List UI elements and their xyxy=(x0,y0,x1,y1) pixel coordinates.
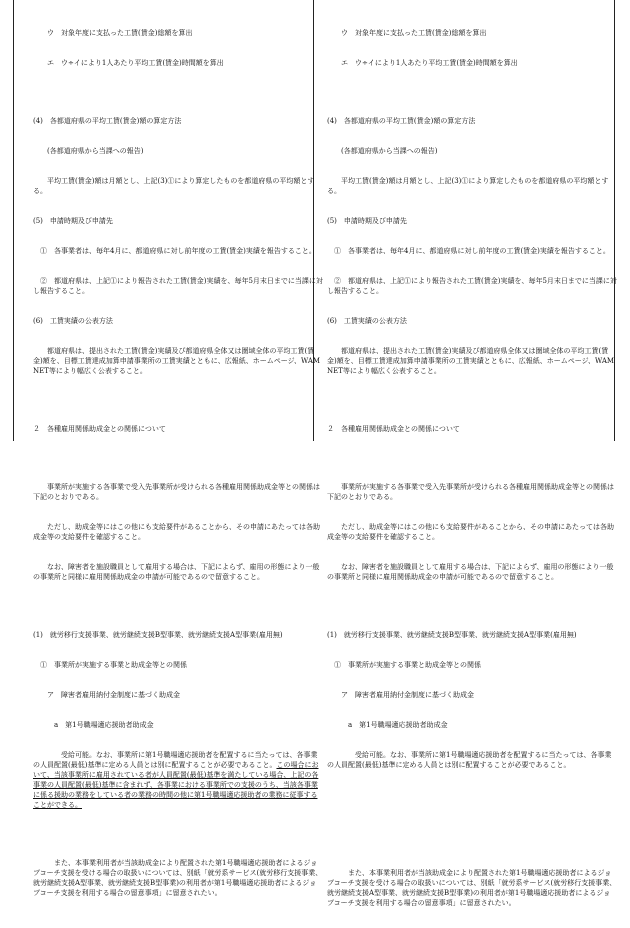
paragraph-1: 事業所が実施する各事業で受入先事業所が受けられる各種雇用関係助成金等との関係は下記のとおりである。 xyxy=(33,483,320,501)
subsection-1-c: a 第1号職場適応援助者助成金 xyxy=(327,721,448,729)
section-4-heading: (4) 各都道府県の平均工賃(賃金)額の算定方法 xyxy=(33,117,182,125)
section-6-heading: (6) 工賃実績の公表方法 xyxy=(327,317,407,325)
section-4-body: 平均工賃(賃金)額は月額とし、上記(3)①により算定したものを都道府県の平均額とする。 xyxy=(33,177,315,195)
section-5-item-2: ② 都道府県は、上記①により報告された工賃(賃金)実績を、毎年5月末日までに当課に対し報告すること。 xyxy=(327,277,617,295)
item-u: ウ 対象年度に支払った工賃(賃金)総額を算出 xyxy=(33,29,193,37)
current-column xyxy=(327,8,617,928)
amended-underlined-text: この場合において、当該事業所に雇用されている者が人員配置(最低)基準を満たしている場合、上記の各事業の人員配置(最低)基準に含まれず、各事業における事業所での支援のうち、当該各事業に係る援助の業務をしている者の業務の時間の他に第1号職場適応援助者の業務に従事することができる。 xyxy=(33,761,319,809)
subsection-1-c: a 第1号職場適応援助者助成金 xyxy=(33,721,154,729)
section-4-heading: (4) 各都道府県の平均工賃(賃金)額の算定方法 xyxy=(327,117,476,125)
paragraph-3: なお、障害者を施設職員として雇用する場合は、下記によらず、雇用の形態により一般の事業所と同様に雇用関係助成金の申請が可能であるので留意すること。 xyxy=(327,563,614,581)
section-5-item-1: ① 各事業者は、毎年4月に、都道府県に対し前年度の工賃(賃金)実績を報告すること。 xyxy=(327,247,610,255)
section-4-body: 平均工賃(賃金)額は月額とし、上記(3)①により算定したものを都道府県の平均額とする。 xyxy=(327,177,609,195)
subsection-1-body xyxy=(33,750,323,810)
section-4-sub: (各都道府県から当課への報告) xyxy=(327,147,438,155)
subsection-1-a: ① 事業所が実施する事業と助成金等との関係 xyxy=(327,661,481,669)
subsection-1-body-text: 受給可能。なお、事業所に第1号職場適応援助者を配置するに当たっては、各事業の人員配置(最低)基準に定める人員とは別に配置することが必要であること。 xyxy=(33,751,318,769)
section-4-sub: (各都道府県から当課への報告) xyxy=(33,147,144,155)
item-e: エ ウ÷イにより1人あたり平均工賃(賃金)時間額を算出 xyxy=(33,59,224,67)
subsection-1-heading: (1) 就労移行支援事業、就労継続支援B型事業、就労継続支援A型事業(雇用無) xyxy=(327,631,577,639)
subsection-1-closing: また、本事業利用者が当該助成金により配置された第1号職場適応援助者によるジョブコーチ支援を受ける場合の取扱いについては、別紙「就労系サービス(就労移行支援事業、就労継続支援A型事業、就労継続支援B型事業)の利用者が第1号職場適応援助者によるジョブコーチ支援を利用する場合の留意事項」に留意されたい。 xyxy=(33,859,323,897)
section-5-heading: (5) 申請時期及び申請先 xyxy=(327,217,407,225)
subsection-1-heading: (1) 就労移行支援事業、就労継続支援B型事業、就労継続支援A型事業(雇用無) xyxy=(33,631,283,639)
item-e: エ ウ÷イにより1人あたり平均工賃(賃金)時間額を算出 xyxy=(327,59,518,67)
chapter-2-heading: ２ 各種雇用関係助成金との関係について xyxy=(327,425,460,433)
section-5-heading: (5) 申請時期及び申請先 xyxy=(33,217,113,225)
section-6-body: 都道府県は、提出された工賃(賃金)実績及び都道府県全体又は圏域全体の平均工賃(賃金)額を、目標工賃達成加算申請事業所の工賃実績とともに、広報紙、ホームページ、WAMNET等により幅広く公表すること。 xyxy=(327,347,615,375)
subsection-1-body: 受給可能。なお、事業所に第1号職場適応援助者を配置するに当たっては、各事業の人員配置(最低)基準に定める人員とは別に配置することが必要であること。 xyxy=(327,751,612,769)
subsection-1-b: ア 障害者雇用納付金制度に基づく助成金 xyxy=(327,691,474,699)
section-5-item-2: ② 都道府県は、上記①により報告された工賃(賃金)実績を、毎年5月末日までに当課に対し報告すること。 xyxy=(33,277,323,295)
section-6-body: 都道府県は、提出された工賃(賃金)実績及び都道府県全体又は圏域全体の平均工賃(賃金)額を、目標工賃達成加算申請事業所の工賃実績とともに、広報紙、ホームページ、WAMNET等により幅広く公表すること。 xyxy=(33,347,321,375)
paragraph-2: ただし、助成金等にはこの他にも支給要件があることから、その申請にあたっては各助成金等の支給要件を確認すること。 xyxy=(327,523,614,541)
paragraph-1: 事業所が実施する各事業で受入先事業所が受けられる各種雇用関係助成金等との関係は下記のとおりである。 xyxy=(327,483,614,501)
section-5-item-1: ① 各事業者は、毎年4月に、都道府県に対し前年度の工賃(賃金)実績を報告すること。 xyxy=(33,247,316,255)
margin-rule-left xyxy=(13,0,14,441)
subsection-1-b: ア 障害者雇用納付金制度に基づく助成金 xyxy=(33,691,180,699)
revised-column xyxy=(33,8,323,918)
subsection-1-closing: また、本事業利用者が当該助成金により配置された第1号職場適応援助者によるジョブコーチ支援を受ける場合の取扱いについては、別紙「就労系サービス(就労移行支援事業、就労継続支援A型事業、就労継続支援B型事業)の利用者が第1号職場適応援助者によるジョブコーチ支援を利用する場合の留意事項」に留意されたい。 xyxy=(327,869,617,907)
section-6-heading: (6) 工賃実績の公表方法 xyxy=(33,317,113,325)
paragraph-2: ただし、助成金等にはこの他にも支給要件があることから、その申請にあたっては各助成金等の支給要件を確認すること。 xyxy=(33,523,320,541)
paragraph-3: なお、障害者を施設職員として雇用する場合は、下記によらず、雇用の形態により一般の事業所と同様に雇用関係助成金の申請が可能であるので留意すること。 xyxy=(33,563,320,581)
chapter-2-heading: ２ 各種雇用関係助成金との関係について xyxy=(33,425,166,433)
item-u: ウ 対象年度に支払った工賃(賃金)総額を算出 xyxy=(327,29,487,37)
subsection-1-a: ① 事業所が実施する事業と助成金等との関係 xyxy=(33,661,187,669)
